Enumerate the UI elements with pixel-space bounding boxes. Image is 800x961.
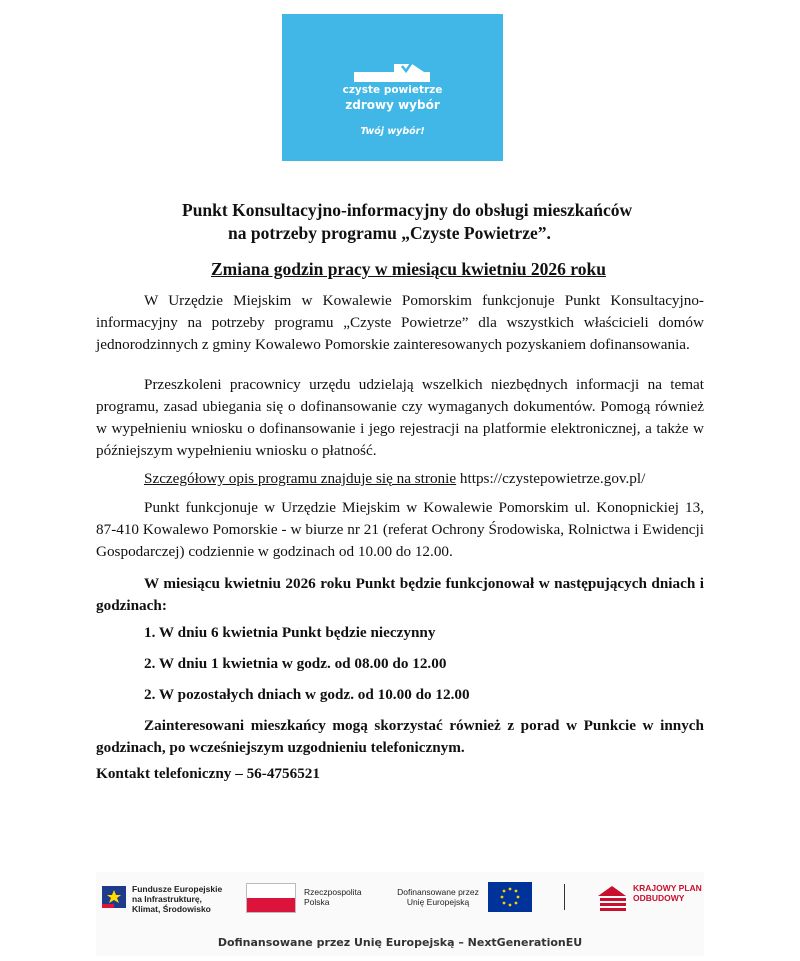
program-url-link[interactable]: https://czystepowietrze.gov.pl/ — [459, 470, 646, 487]
kpo-icon — [596, 882, 630, 912]
eu-flag-icon — [488, 882, 532, 912]
paragraph-schedule-intro: W miesiącu kwietniu 2026 roku Punkt będzie funkcjonował w następujących dniach i godzinach: — [96, 575, 704, 614]
kpo-label: KRAJOWY PLAN ODBUDOWY — [633, 883, 702, 903]
fe-label: Fundusze Europejskie na Infrastrukturę, Klimat, Środowisko — [132, 884, 223, 914]
logo-tagline: Twój wybór! — [360, 126, 425, 137]
rp-label: Rzeczpospolita Polska — [304, 887, 362, 907]
page-title-line2: na potrzeby programu „Czyste Powietrze”. — [228, 223, 551, 243]
footer-divider — [564, 884, 565, 910]
page-title-line1: Punkt Konsultacyjno-informacyjny do obsługi mieszkańców — [182, 200, 633, 220]
schedule-item: 1. W dniu 6 kwietnia Punkt będzie nieczynny — [144, 624, 436, 641]
paragraph-services: Przeszkoleni pracownicy urzędu udzielają wszelkich niezbędnych informacji na temat programu, zasad ubiegania się o dofinansowanie czy wymaganych dokumentów. Pomogą również w wypełnieniu wniosku o dofinansowanie i jego rejestracji na platformie elektronicznej, a także w późniejszym wypełnieniu wniosku o płatność. — [96, 376, 704, 459]
paragraph-intro: W Urzędzie Miejskim w Kowalewie Pomorskim funkcjonuje Punkt Konsultacyjno-informacyjny na potrzeby programu „Czyste Powietrze” dla wszystkich właścicieli domów jednorodzinnych z gminy Kowalewo Pomorskie zainteresowanych pozyskaniem dofinansowania. — [96, 292, 704, 353]
contact-phone: Kontakt telefoniczny – 56-4756521 — [96, 765, 320, 782]
logo-line1: czyste powietrze — [342, 84, 443, 96]
page-subtitle: Zmiana godzin pracy w miesiącu kwietniu 2026 roku — [211, 259, 606, 279]
footer-funding-line: Dofinansowane przez Unię Europejską – NextGenerationEU — [217, 936, 583, 949]
poland-flag-icon — [246, 883, 296, 913]
czyste-powietrze-logo — [282, 14, 503, 161]
schedule-item: 2. W dniu 1 kwietnia w godz. od 08.00 do 12.00 — [144, 655, 447, 672]
program-description-text: Szczegółowy opis programu znajduje się na stronie — [144, 470, 457, 487]
ue-label: Dofinansowane przez Unię Europejską — [397, 887, 479, 907]
fundusze-europejskie-icon — [100, 882, 130, 912]
paragraph-location: Punkt funkcjonuje w Urzędzie Miejskim w Kowalewie Pomorskim ul. Konopnickiej 13, 87-410 Kowalewo Pomorskie - w biurze nr 21 (referat Ochrony Środowiska, Rolnictwa i Ewidencji Gospodarczej) codziennie w godzinach od 10.00 do 12.00. — [96, 499, 704, 560]
funding-footer — [96, 872, 704, 956]
paragraph-program-link — [96, 468, 704, 490]
schedule-item: 2. W pozostałych dniach w godz. od 10.00 do 12.00 — [144, 686, 470, 703]
paragraph-other-hours: Zainteresowani mieszkańcy mogą skorzystać również z porad w Punkcie w innych godzinach, po wcześniejszym uzgodnieniu telefonicznym. — [96, 717, 704, 756]
logo-line2: zdrowy wybór — [345, 98, 440, 112]
